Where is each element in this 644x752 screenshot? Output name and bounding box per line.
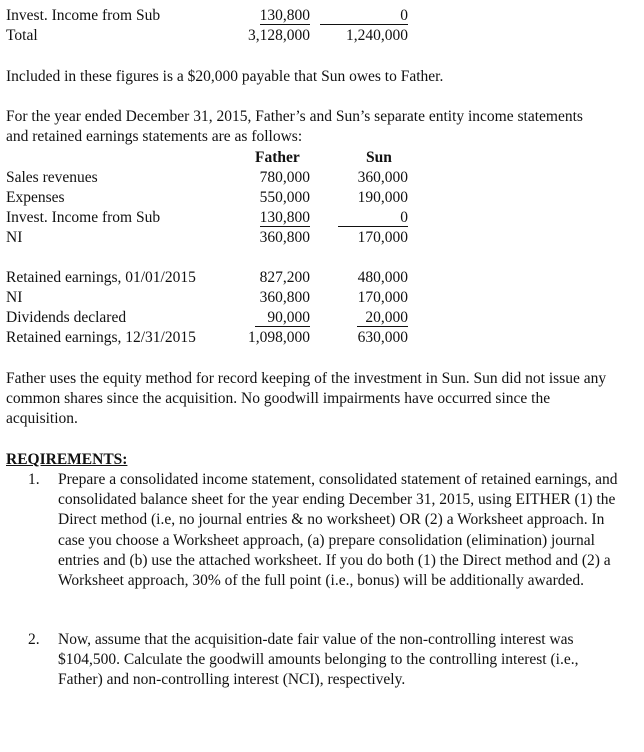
requirement-text: Now, assume that the acquisition-date fair value of the non-controlling interest was $104,500. Calculate the goodwill amounts belonging to the controlling interest (i.e., Father) and non-controlling interest (NCI), respectively. — [58, 631, 579, 689]
row-label: Dividends declared — [6, 309, 127, 326]
father-value: 130,800 — [259, 7, 310, 24]
row-label: Invest. Income from Sub — [6, 209, 161, 226]
row-label: Retained earnings, 12/31/2015 — [6, 329, 196, 346]
row-label: NI — [6, 229, 23, 246]
sun-value: 360,000 — [357, 169, 408, 186]
requirement-number: 1. — [28, 471, 40, 488]
row-label: Invest. Income from Sub — [6, 7, 161, 24]
sun-value: 20,000 — [357, 309, 408, 327]
sun-value: 0 — [320, 7, 408, 25]
father-value: 3,128,000 — [248, 27, 310, 44]
father-value: 827,200 — [259, 269, 310, 286]
father-header: Father — [255, 149, 300, 166]
sun-value: 170,000 — [357, 229, 408, 246]
payable-note: Included in these figures is a $20,000 payable that Sun owes to Father. — [6, 68, 444, 85]
sun-value: 630,000 — [357, 329, 408, 346]
row-label: NI — [6, 289, 23, 306]
sun-value: 190,000 — [357, 189, 408, 206]
father-value: 90,000 — [255, 309, 310, 327]
father-value: 780,000 — [259, 169, 310, 186]
father-value: 360,800 — [259, 229, 310, 246]
requirement-text: Prepare a consolidated income statement, consolidated statement of retained earnings, and consolidated balance sheet for the year ending December 31, 2015, using EITHER (1) the Direct method (i.e, no journal entries & no worksheet) OR (2) a Worksheet approach. In case you choose a Worksheet approach, (a) prepare consolidation (elimination) journal entries and (b) use the attached worksheet. If you do both (1) the Direct method and (2) a Worksheet approach, 30% of the full point (i.e., bonus) will be additionally awarded. — [58, 471, 618, 590]
sun-value: 1,240,000 — [346, 27, 408, 44]
intro-paragraph: For the year ended December 31, 2015, Father’s and Sun’s separate entity income statements and retained earnings statements are as follows: — [6, 108, 583, 145]
requirement-number: 2. — [28, 631, 40, 648]
father-value: 1,098,000 — [248, 329, 310, 346]
sun-value: 170,000 — [357, 289, 408, 306]
row-label: Expenses — [6, 189, 65, 206]
sun-value: 0 — [338, 209, 408, 227]
row-label: Total — [6, 27, 38, 44]
father-value: 360,800 — [259, 289, 310, 306]
row-label: Retained earnings, 01/01/2015 — [6, 269, 196, 286]
sun-value: 480,000 — [357, 269, 408, 286]
father-value: 550,000 — [259, 189, 310, 206]
requirements-title: REQIREMENTS: — [6, 451, 128, 468]
equity-method-paragraph: Father uses the equity method for record keeping of the investment in Sun. Sun did not issue any common shares since the acquisition. No goodwill impairments have occurred since the acquisition. — [6, 370, 607, 427]
sun-header: Sun — [366, 149, 392, 166]
row-label: Sales revenues — [6, 169, 98, 186]
father-value: 130,800 — [259, 209, 310, 226]
